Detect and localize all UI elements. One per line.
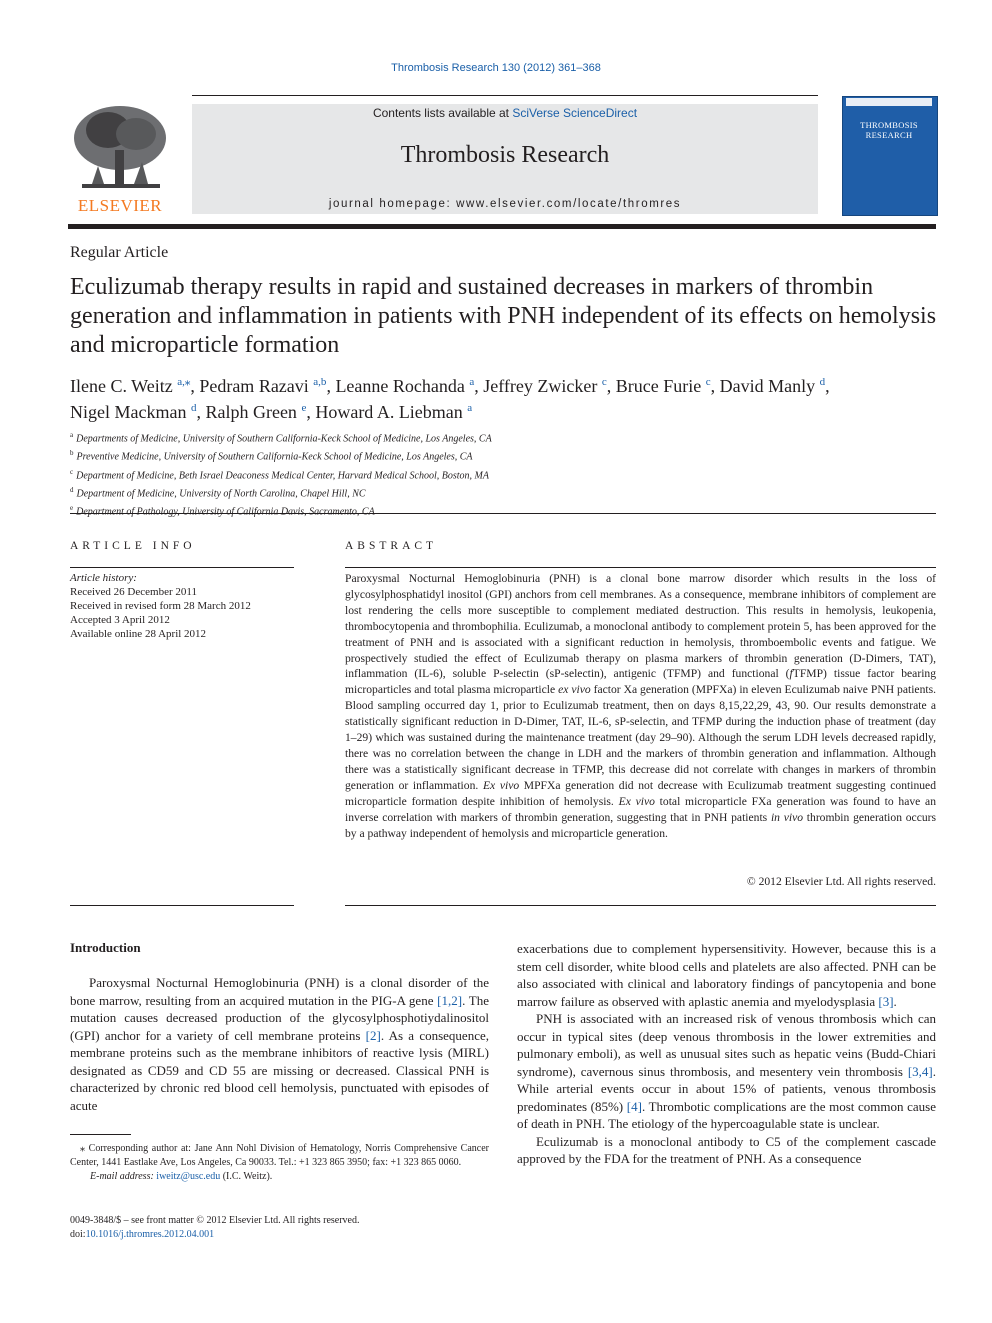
affiliation-label: c (70, 467, 74, 476)
body-text: Eculizumab is a monoclonal antibody to C5 of the complement cascade approved by the FDA for the treatment of PNH. As a consequence (517, 1133, 936, 1166)
author-name: Ralph Green (205, 402, 302, 422)
email-label: E-mail address: (90, 1171, 157, 1182)
affiliation-list (70, 428, 940, 520)
affiliation-text: Department of Medicine, University of North Carolina, Chapel Hill, NC (76, 488, 366, 500)
affiliation-label: e (70, 504, 74, 513)
author-separator: , (190, 376, 200, 396)
doi-label: doi: (70, 1229, 86, 1240)
article-info-rule (70, 567, 294, 568)
reference-link[interactable]: [3,4] (907, 1063, 933, 1079)
email-line (70, 1170, 489, 1184)
abstract-segment: f (789, 667, 793, 681)
corresponding-author-text: ⁎ Corresponding author at: Jane Ann Nohl Division of Hematology, Norris Comprehensive Cancer Center, 1441 Eastlake Ave, Los Angeles, Ca 90033. Tel.: +1 323 865 3950; fax: +1 323 865 0060. (70, 1143, 489, 1168)
abstract-segment: Ex vivo (482, 778, 520, 792)
abstract-segment: Paroxysmal Nocturnal Hemoglobinuria (PNH) is a clonal bone marrow disorder which results in the loss of glycosylphosphatidyl inositol (GPI) anchors from cell membranes. As a consequence, membrane inhibitors of complement are lost rendering the cells more susceptible to complement mediated destruction. This results in hemolysis, leukopenia, thrombocytopenia and thrombophilia. Eculizumab, a monoclonal antibody to complement protein 5, has been approved for the treatment of PNH and is associated with a significant reduction in hemolysis, thromboembolic events and fatigue. We prospectively studied the effect of Eculizumab therapy on plasma markers of thrombin generation (D-Dimers, TAT), inflammation (IL-6), soluble P-selectin (sP-selectin), antigenic (TFMP) and functional ( (345, 572, 936, 681)
author-name: Howard A. Liebman (315, 402, 468, 422)
affiliation-label: a (70, 431, 74, 439)
author-name: Ilene C. Weitz (70, 376, 178, 396)
author-affiliation-marker[interactable]: d (190, 402, 197, 414)
history-item: Received 26 December 2011 (70, 586, 197, 598)
author-affiliation-marker[interactable]: e (301, 402, 307, 414)
body-paragraph (517, 940, 936, 1010)
body-paragraph (517, 1133, 936, 1168)
history-item: Available online 28 April 2012 (70, 628, 207, 640)
header-rule (68, 224, 936, 229)
author-name: Leanne Rochanda (335, 376, 470, 396)
author-affiliation-marker[interactable]: c (705, 376, 711, 388)
author-name: Bruce Furie (615, 376, 706, 396)
reference-link[interactable]: [2] (365, 1027, 381, 1043)
abstract-bottom-rule (345, 905, 936, 906)
body-text: Paroxysmal Nocturnal Hemoglobinuria (PNH) is a clonal disorder of the bone marrow, resulting from an acquired mutation in the PIG-A gene (70, 975, 489, 1008)
history-item: Received in revised form 28 March 2012 (70, 600, 251, 612)
author-name: Jeffrey Zwicker (483, 376, 602, 396)
author-separator: , (326, 376, 336, 396)
doi-line (70, 1228, 490, 1242)
author-list (70, 371, 940, 423)
issn-block (70, 1214, 490, 1242)
cover-title-line2: RESEARCH (865, 130, 913, 140)
author-affiliation-marker[interactable]: a (469, 376, 475, 388)
affiliation-rule (70, 513, 936, 514)
author-affiliation-marker[interactable]: a,b (313, 376, 327, 388)
affiliation-item (70, 501, 940, 519)
affiliation-label: d (70, 485, 74, 494)
author-separator: , (606, 376, 616, 396)
body-paragraph (70, 974, 489, 1114)
author-name: David Manly (719, 376, 820, 396)
author-affiliation-marker[interactable]: a (467, 402, 473, 414)
abstract-rule (345, 567, 936, 568)
banner-top-rule (192, 95, 818, 96)
body-text: . As a consequence, membrane proteins such as the membrane inhibitors of reactive lysis (MIRL) designated as CD59 and CD 55 are missing or decreased. Classical PNH is characterized by chronic red blood cell hemolysis, punctuated with episodes of acute (70, 1027, 489, 1113)
email-suffix: (I.C. Weitz). (220, 1171, 273, 1182)
history-item: Accepted 3 April 2012 (70, 614, 170, 626)
corresponding-author-footnote (70, 1142, 489, 1184)
article-title: Eculizumab therapy results in rapid and sustained decreases in markers of thrombin generation and inflammation in patients with PNH independent of its effects on hemolysis and microparticle formation (70, 274, 937, 358)
abstract-segment: Ex vivo (618, 794, 655, 808)
body-column-right (517, 940, 936, 1168)
body-text: . The mutation causes decreased production of the glycosylphosphotiydalinositol (GPI) anchor for a variety of cell membrane proteins (70, 992, 489, 1043)
affiliation-item (70, 465, 940, 483)
author-separator: , (306, 402, 316, 422)
body-text: . Thrombotic complications are the most common cause of death in PNH. The etiology of the hypercoagulable state is unclear. (517, 1098, 936, 1131)
author-name: Pedram Razavi (199, 376, 314, 396)
body-text: exacerbations due to complement hypersensitivity. However, because this is a stem cell disorder, white blood cells and platelets are also affected. PNH can be also associated with clinical and laboratory findings of pancytopenia and bone marrow failure as observed with aplastic anemia and myelodysplasia (517, 941, 936, 1009)
elsevier-wordmark: ELSEVIER (77, 196, 163, 215)
author-affiliation-marker[interactable]: c (601, 376, 607, 388)
author-separator: , (825, 376, 830, 396)
journal-cover-thumbnail[interactable] (842, 96, 938, 216)
abstract-segment: in vivo (770, 810, 804, 824)
author-separator: , (474, 376, 484, 396)
body-text: . While arterial events occur in about 15% of patients, venous thrombosis predominates (85%) (517, 1063, 936, 1114)
introduction-heading: Introduction (70, 940, 141, 955)
abstract-text (345, 571, 936, 841)
article-history (70, 571, 294, 641)
affiliation-item (70, 428, 940, 446)
issn-line: 0049-3848/$ – see front matter © 2012 Elsevier Ltd. All rights reserved. (70, 1215, 360, 1226)
reference-link[interactable]: [4] (626, 1098, 642, 1114)
affiliation-text: Departments of Medicine, University of Southern California-Keck School of Medicine, Los Angeles, CA (76, 433, 492, 445)
author-affiliation-marker[interactable]: d (819, 376, 826, 388)
body-column-left (70, 974, 489, 1114)
sciencedirect-link[interactable]: SciVerse ScienceDirect (512, 106, 638, 120)
history-label: Article history: (70, 572, 137, 584)
journal-homepage (192, 198, 818, 210)
author-separator: , (710, 376, 720, 396)
journal-citation[interactable]: Thrombosis Research 130 (2012) 361–368 (391, 62, 601, 74)
affiliation-label: b (70, 449, 74, 458)
affiliation-item (70, 446, 940, 464)
footnote-rule (70, 1134, 131, 1135)
abstract-segment: thrombin generation occurs by a pathway independent of hemolysis and microparticle generation. (345, 810, 937, 840)
affiliation-text: Preventive Medicine, University of Southern California-Keck School of Medicine, Los Angeles, CA (76, 451, 473, 463)
abstract-heading: ABSTRACT (345, 540, 438, 552)
email-link[interactable]: iweitz@usc.edu (156, 1171, 221, 1182)
body-text: . (893, 993, 897, 1009)
affiliation-text: Department of Medicine, Beth Israel Deaconess Medical Center, Harvard Medical School, Boston, MA (76, 469, 489, 481)
author-affiliation-marker[interactable]: a,⁎ (177, 376, 191, 388)
cover-title-line1: THROMBOSIS (860, 120, 918, 130)
copyright-notice: © 2012 Elsevier Ltd. All rights reserved. (746, 875, 936, 888)
abstract-segment: TFMP) tissue factor bearing microparticles and total plasma microparticle (345, 667, 937, 697)
article-info-heading: ARTICLE INFO (70, 540, 196, 552)
article-type: Regular Article (70, 244, 169, 261)
abstract-segment: total microparticle FXa generation was found to have an inverse correlation with markers of thrombin generation, suggesting that in PNH patients (345, 794, 937, 824)
homepage-prefix: journal homepage: (328, 198, 457, 210)
cover-title (842, 120, 936, 140)
reference-link[interactable]: [3] (878, 993, 894, 1009)
cover-top-strip (846, 98, 932, 106)
abstract-segment: MPFXa generation did not decrease with Eculizumab treatment suggesting continued microparticle formation despite inhibition of hemolysis. (345, 778, 936, 808)
reference-link[interactable]: [1,2] (437, 992, 463, 1008)
contents-prefix: Contents lists available at (372, 106, 513, 120)
journal-title: Thrombosis Research (400, 142, 610, 168)
doi-link[interactable]: 10.1016/j.thromres.2012.04.001 (85, 1229, 215, 1240)
affiliation-item (70, 483, 940, 501)
homepage-url[interactable]: www.elsevier.com/locate/thromres (456, 198, 682, 210)
author-separator: , (196, 402, 206, 422)
article-info-bottom-rule (70, 905, 294, 906)
body-paragraph (517, 1010, 936, 1133)
contents-line (192, 106, 818, 120)
abstract-segment: ex vivo (558, 683, 591, 697)
abstract-segment: factor Xa generation (MPFXa) in eleven Eculizumab naive PNH patients. Blood sampling occurred day 1, prior to Eculizumab treatment, then on days 8,15,22,29, 43, 90. Our results demonstrate a statistically significant reduction in D-Dimer, TAT, IL-6, sP-selectin, and TFMP during the induction phase of treatment (day 1–29) which was sustained during the maintenance treatment (day 29–90). Although the serum LDH levels decreased rapidly, there was no correlation between the change in LDH and the markers of thrombin generation and inflammation. Although there was a statistically significant decrease in TFMP, this decrease did not correlate with changes in markers of thrombin generation or inflammation. (345, 683, 937, 792)
body-text: PNH is associated with an increased risk of venous thrombosis which can occur in typical sites (deep venous thrombosis in the lower extremities and pulmonary emboli), as well as unusual sites such as hepatic veins (Budd-Chiari syndrome), cavernous sinus thrombosis, and mesentery vein thrombosis (517, 1011, 936, 1079)
author-name: Nigel Mackman (70, 402, 191, 422)
